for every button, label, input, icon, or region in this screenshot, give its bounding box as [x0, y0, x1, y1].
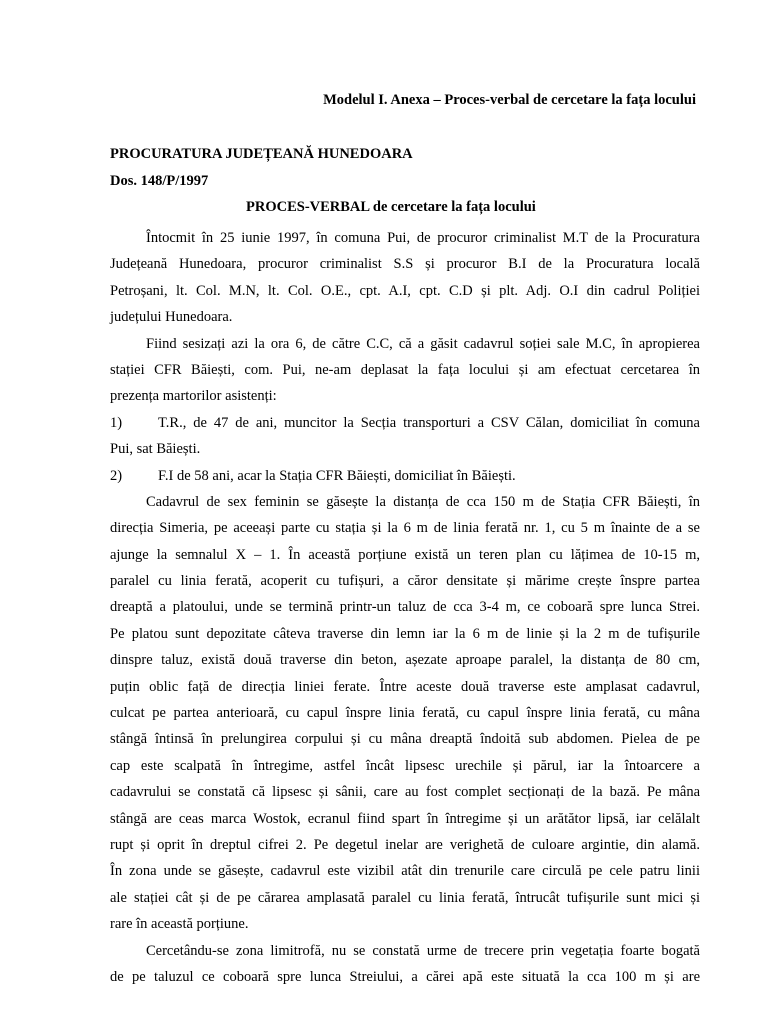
text-line	[110, 489, 700, 515]
text-line-content: Pe platou sunt depozitate câteva traverse din lemn iar la 6 m de linie și la 2 m de tufișurile	[110, 625, 700, 642]
text-line	[110, 542, 700, 568]
text-line	[110, 700, 700, 726]
text-line-content: F.I de 58 ani, acar la Stația CFR Băiești, domiciliat în Băiești.	[158, 467, 516, 484]
text-line	[110, 304, 700, 330]
text-line-content: Întocmit în 25 iunie 1997, în comuna Pui, de procuror criminalist M.T de la Procuratura	[146, 230, 700, 246]
text-line-content: În zona unde se găsește, cadavrul este vizibil atât din trenurile care circulă pe cele patru linii	[110, 863, 700, 880]
text-line-content: puțin oblic față de direcția liniei ferate. Între aceste două traverse este amplasat cadavrul,	[110, 678, 700, 695]
text-line	[110, 331, 700, 357]
text-line	[110, 278, 700, 304]
text-line-content: stângă are ceas marca Wostok, ecranul fiind spart în întregime și un arătător lipsă, iar celălalt	[110, 810, 700, 827]
text-line	[110, 885, 700, 911]
text-line-content: rupt și oprit în dreptul cifrei 2. Pe degetul inelar are verighetă de culoare argintie, din alamă.	[110, 836, 700, 853]
text-line-content: Pui, sat Băiești.	[110, 441, 201, 458]
text-line	[110, 779, 700, 805]
text-line	[110, 357, 700, 383]
text-line	[110, 383, 700, 409]
text-line	[110, 938, 700, 964]
text-line-content: rare în această porțiune.	[110, 916, 249, 933]
list-item-number: 1)	[110, 414, 123, 431]
list-item	[110, 463, 700, 489]
text-line-content: de pe taluzul ce coboară spre lunca Streiului, a cărei apă este situată la cca 100 m și are	[110, 968, 700, 985]
text-line-content: Cercetându-se zona limitrofă, nu se constată urme de trecere prin vegetația foarte bogată	[146, 942, 700, 959]
organization-name: PROCURATURA JUDEȚEANĂ HUNEDOARA	[110, 146, 413, 162]
text-line	[110, 674, 700, 700]
text-line-content: T.R., de 47 de ani, muncitor la Secția transporturi a CSV Călan, domiciliat în comuna	[158, 414, 700, 431]
text-line-content: cadavrului se constată că lipsesc și sânii, care au fost complet secționați de la bază. Pe mâna	[110, 784, 700, 801]
text-line-content: ale stației cât și de pe cărarea amplasată paralel cu linia ferată, întrucât tufișurile sunt mici și	[110, 889, 700, 906]
text-line-content: culcat pe partea anterioară, cu capul înspre linia ferată, cu capul înspre linia ferată, cu mâna	[110, 705, 700, 722]
text-line	[110, 225, 700, 251]
text-line-content: stației CFR Băiești, com. Pui, ne-am deplasat la fața locului și am efectuat cercetarea în	[110, 361, 700, 378]
text-line	[110, 753, 700, 779]
text-line-content: Cadavrul de sex feminin se găsește la distanța de cca 150 m de Stația CFR Băiești, în	[146, 493, 700, 510]
text-line-content: cap este scalpată în întregime, astfel încât lipsesc urechile și părul, iar la întoarcere a	[110, 757, 700, 774]
text-line	[110, 621, 700, 647]
text-line	[110, 568, 700, 594]
text-line-content: direcția Simeria, pe aceeași parte cu stația și la 6 m de linia ferată nr. 1, cu 5 m înainte de a se	[110, 520, 700, 537]
text-line-content: dinspre taluz, există două traverse din beton, așezate aproape paralel, la distanța de 80 cm,	[110, 652, 700, 669]
text-line	[110, 594, 700, 620]
annex-title: Modelul I. Anexa – Proces-verbal de cercetare la fața locului	[323, 92, 696, 108]
text-line-content: prezența martorilor asistenți:	[110, 388, 277, 405]
text-line	[110, 726, 700, 752]
list-item	[110, 410, 700, 436]
document-title: PROCES-VERBAL de cercetare la fața locului	[246, 199, 536, 215]
text-line-content: stângă întinsă în prelungirea corpului și cu mâna dreaptă îndoită sub abdomen. Pielea de pe	[110, 731, 700, 748]
text-line-content: județului Hunedoara.	[110, 309, 233, 326]
text-line	[110, 858, 700, 884]
text-line	[110, 806, 700, 832]
body-text	[110, 225, 700, 990]
text-line-content: paralel cu linia ferată, acoperit cu tufișuri, a căror densitate și mărime crește înspre partea	[110, 573, 700, 590]
dossier-number: Dos. 148/P/1997	[110, 173, 209, 189]
text-line	[110, 647, 700, 673]
text-line	[110, 832, 700, 858]
text-line	[110, 515, 700, 541]
text-line-content: Fiind sesizați azi la ora 6, de către C.C, că a găsit cadavrul soției sale M.C, în apropierea	[146, 335, 700, 352]
text-line-content: Județeană Hunedoara, procuror criminalist S.S și procuror B.I de la Procuratura locală	[110, 256, 700, 273]
text-line	[110, 436, 700, 462]
text-line	[110, 964, 700, 990]
list-item-number: 2)	[110, 467, 123, 484]
text-line-content: ajunge la semnalul X – 1. În această porțiune există un teren plan cu lățimea de 10-15 m,	[110, 546, 700, 563]
text-line	[110, 911, 700, 937]
text-line	[110, 251, 700, 277]
text-line-content: Petroșani, lt. Col. M.N, lt. Col. O.E., cpt. A.I, cpt. C.D și plt. Adj. O.I din cadrul Poliției	[110, 282, 700, 299]
text-line-content: dreaptă a platoului, unde se termină printr-un taluz de cca 3-4 m, ce coboară spre lunca Strei.	[110, 599, 700, 616]
